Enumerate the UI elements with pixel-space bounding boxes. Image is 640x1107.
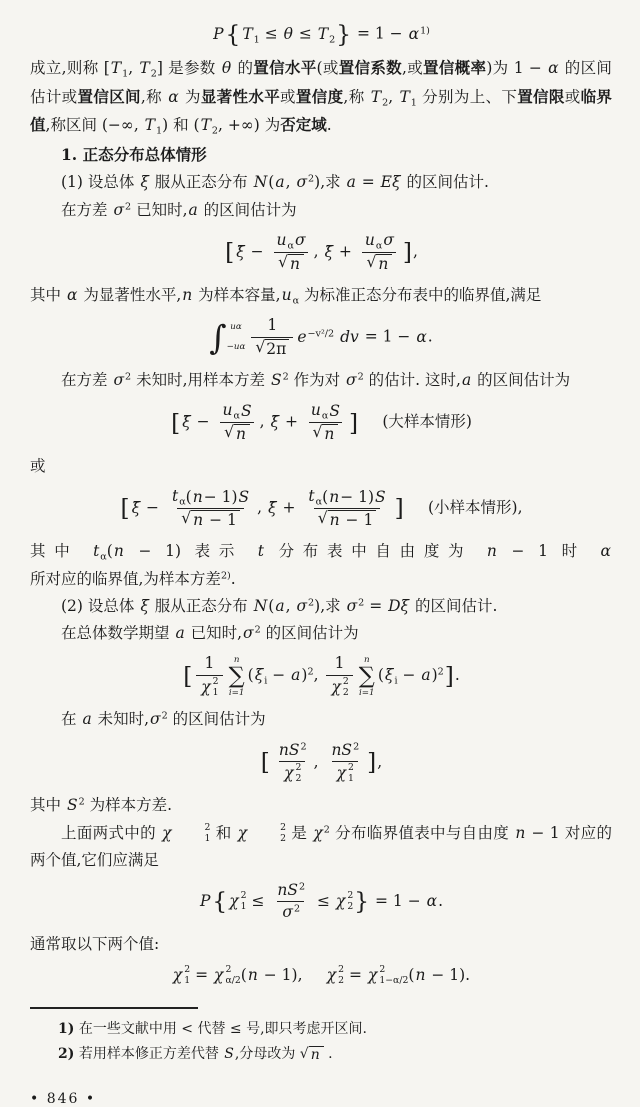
display-formula: [ ξ̄ − $u_\alpha$ S √ n , ξ̄ + $u_\alpha$ S √ n ] (大样本情形): [171, 401, 472, 444]
display-formula: P{ $T_1 \le \theta \le T_2\} = 1 - \alpha^{1)}$: [213, 21, 430, 48]
paragraph: 其中 α 为显著性水平,n 为样本容量$,u_\alpha$ 为标准正态分布表中的临界值,满足: [30, 286, 542, 307]
display-formula: [ 1 χ 2 1 n ∑ i=1 $(\xi_i - a)^2$, 1 χ 2 2 n ∑ i=1 $(\xi_i - a)^2$].: [183, 654, 460, 698]
display-formula: [ ξ̄ − $t_\alpha$ ( n − 1) S √ n − 1 , ξ̄ + $t_\alpha$ ( n − 1) S √ n − 1 ] (小样本情形),: [120, 487, 523, 530]
page-number: • 846 •: [30, 1091, 97, 1107]
paragraph: 通常取以下两个值:: [30, 934, 160, 953]
paragraph: 在方差 $\sigma^2$ 已知时,a 的区间估计为: [61, 200, 297, 219]
display-formula: [ ξ̄ − $u_\alpha$ σ √ n , ξ̄ + $u_\alpha$ σ √ n ],: [225, 230, 418, 273]
paragraph: 在总体数学期望 a 已知时$,\sigma^2$ 的区间估计为: [61, 624, 359, 643]
paragraph: 成立,则称 [$T_1$, $T_2$] 是参数 θ 的置信水平(或置信系数,或置信概率)为 1 − α 的区间估计或置信区间,称 α 为显著性水平或置信度,称 $T_2$, $T_1$ 分别为上、下置信限或临界值,称区间 (−∞, $T_1$) 和 ($T_2$, +∞) 为否定域.: [30, 58, 612, 137]
display-formula: χ 2 1 = χ 2 α/2 (n − 1), χ 2 2 = χ 2 1−α/2 (n − 1).: [172, 964, 471, 987]
paragraph: 或: [30, 456, 46, 475]
paragraph: 其中 $S^2$ 为样本方差.: [30, 796, 173, 815]
display-formula: [ $nS^2$ χ 2 2 , $nS^2$ χ 2 1 ],: [260, 740, 383, 784]
paragraph: 在 a 未知时$,\sigma^2$ 的区间估计为: [61, 710, 266, 729]
paragraph: 在方差 $\sigma^2$ 未知时,用样本方差 $S^2$ 作为对 $\sigma^2$ 的估计. 这时,a 的区间估计为: [61, 371, 571, 390]
display-formula: P{ χ 2 1 ≤ $\frac{nS^2}{\sigma^2}$ ≤ χ 2 2 } = 1 − α.: [199, 881, 444, 922]
footnote: 1) 在一些文献中用 < 代替 ≤ 号,即只考虑开区间.: [58, 1020, 367, 1037]
section-heading: 1. 正态分布总体情形: [61, 145, 207, 165]
paragraph: 上面两式中的 χ 2 1 和 χ 2 2 是 $\chi^2$ 分布临界值表中与自由度 n − 1 对应的两个值,它们应满足: [30, 821, 612, 869]
footnote-separator: [30, 1007, 198, 1009]
paragraph: (2) 设总体 ξ 服从正态分布 N(a, $\sigma^2$),求 $\sigma^2 = D\xi$ 的区间估计.: [61, 596, 498, 615]
paragraph: (1) 设总体 ξ 服从正态分布 N(a, $\sigma^2$),求 a = Eξ 的区间估计.: [61, 173, 489, 192]
page-footer: [30, 1091, 612, 1107]
display-formula: ∫ uα −uα 1 √ 2π $e^{-v^2/2}$ dv = 1 − α.: [209, 316, 433, 358]
paragraph: 其中 $t_\alpha(n - 1)$ 表示 t 分布表中自由度为 n − 1 时 α 所对应的临界值,为样本方差$^{2)}$.: [30, 542, 611, 588]
footnote: 2) 若用样本修正方差代替 S,分母改为 √ n .: [58, 1045, 333, 1063]
page-content: [30, 23, 612, 1067]
